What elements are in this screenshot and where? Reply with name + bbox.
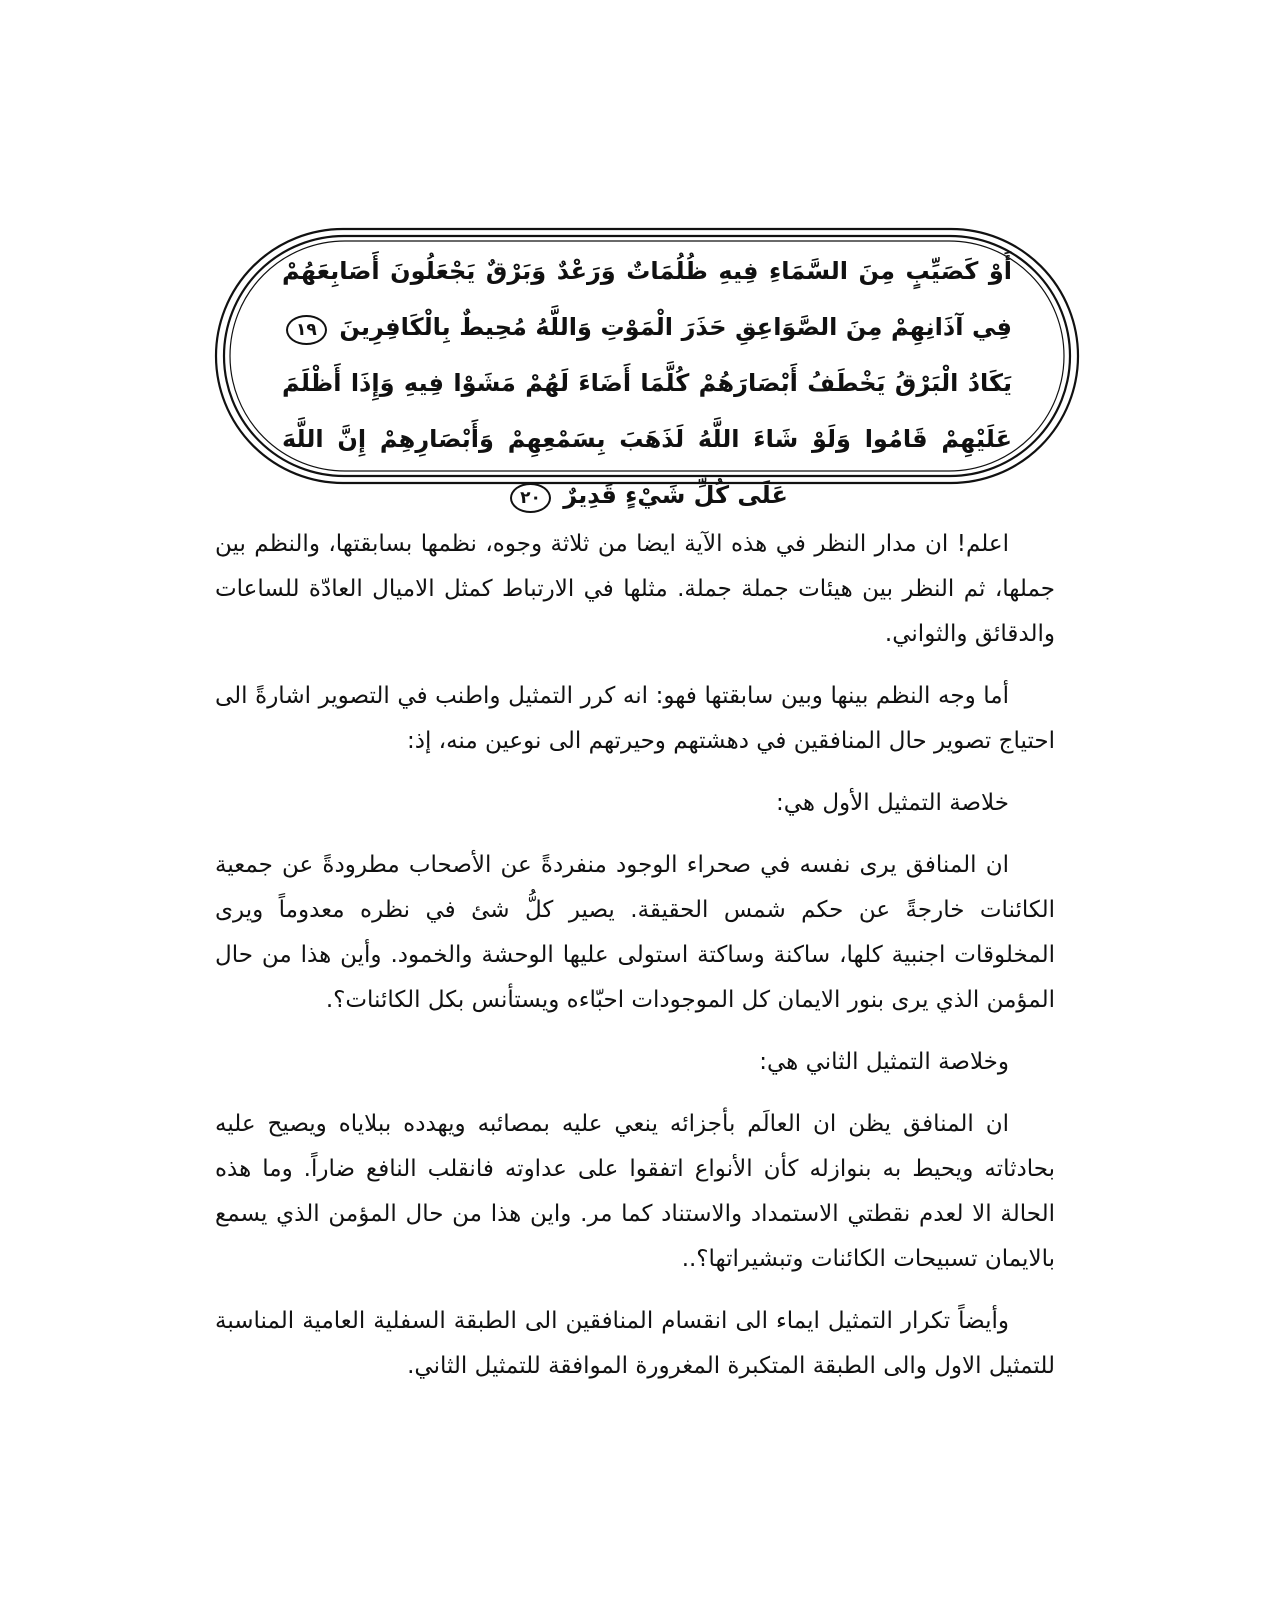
commentary-body — [215, 522, 1055, 1406]
section-heading: وخلاصة التمثيل الثاني هي: — [759, 1049, 1009, 1075]
ayah-number-20: ٢٠ — [510, 483, 551, 513]
paragraph: ان المنافق يرى نفسه في صحراء الوجود منفردةً عن الأصحاب مطرودةً عن جمعية الكائنات خارجةً عن حكم شمس الحقيقة. يصير كلُّ شئ في نظره معدوماً ويرى المخلوقات اجنبية كلها، ساكنة وساكتة استولى عليها الوحشة والخمود. وأين هذا من حال المؤمن الذي يرى بنور الايمان كل الموجودات احبّاءه ويستأنس بكل الكائنات؟. — [215, 852, 1055, 1013]
paragraph: أما وجه النظم بينها وبين سابقتها فهو: انه كرر التمثيل واطنب في التصوير اشارةً الى احتياج تصوير حال المنافقين في دهشتهم وحيرتهم الى نوعين منه، إذ: — [215, 683, 1055, 754]
quran-verse — [282, 243, 1012, 509]
ayah-number-19: ١٩ — [286, 315, 327, 345]
verse-part-1: أَوْ كَصَيِّبٍ مِنَ السَّمَاءِ فِيهِ ظُلُمَاتٌ وَرَعْدٌ وَبَرْقٌ يَجْعَلُونَ أَصَابِعَهُمْ فِي آذَانِهِمْ مِنَ الصَّوَاعِقِ حَذَرَ الْمَوْتِ وَاللَّهُ مُحِيطٌ بِالْكَافِرِينَ — [282, 257, 1012, 341]
paragraph: ان المنافق يظن ان العالَم بأجزائه ينعي عليه بمصائبه ويهدده ببلاياه ويصيح عليه بحادثاته ويحيط به بنوازله كأن الأنواع اتفقوا على عداوته فانقلب النافع ضاراً. وما هذه الحالة الا لعدم نقطتي الاستمداد والاستناد كما مر. واين هذا من حال المؤمن الذي يسمع بالايمان تسبيحات الكائنات وتبشيراتها؟.. — [215, 1111, 1055, 1272]
paragraph: اعلم! ان مدار النظر في هذه الآية ايضا من ثلاثة وجوه، نظمها بسابقتها، والنظم بين جملها، ثم النظر بين هيئات جملة جملة. مثلها في الارتباط كمثل الاميال العادّة للساعات والدقائق والثواني. — [215, 531, 1055, 647]
verse-part-2: يَكَادُ الْبَرْقُ يَخْطَفُ أَبْصَارَهُمْ كُلَّمَا أَضَاءَ لَهُمْ مَشَوْا فِيهِ وَإِذَا أَظْلَمَ عَلَيْهِمْ قَامُوا وَلَوْ شَاءَ اللَّهُ لَذَهَبَ بِسَمْعِهِمْ وَأَبْصَارِهِمْ إِنَّ اللَّهَ عَلَى كُلِّ شَيْءٍ قَدِيرٌ — [282, 369, 1012, 509]
paragraph: وأيضاً تكرار التمثيل ايماء الى انقسام المنافقين الى الطبقة السفلية العامية المناسبة للتمثيل الاول والى الطبقة المتكبرة المغرورة الموافقة للتمثيل الثاني. — [215, 1308, 1055, 1379]
section-heading: خلاصة التمثيل الأول هي: — [775, 790, 1009, 816]
verse-frame — [212, 225, 1082, 509]
